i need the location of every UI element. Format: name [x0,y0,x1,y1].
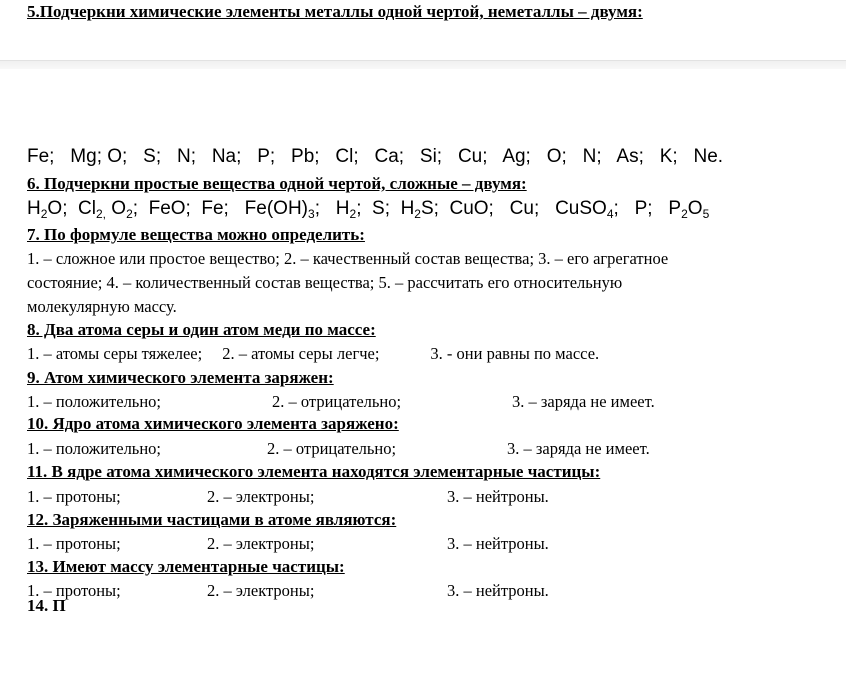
element-item: Mg; [70,146,102,167]
q9-answers [27,392,655,412]
q10-answers [27,439,650,459]
element-item: N; [582,146,602,167]
q8-title: 8. Два атома серы и один атом меди по массе: [27,320,376,339]
element-item: Ag; [502,146,531,167]
q5-title: 5.Подчеркни химические элементы металлы одной чертой, неметаллы – двумя: [27,2,643,21]
element-item: O; [546,146,567,167]
element-list [27,146,723,168]
q10-answer-1: 1. – положительно; [27,439,161,458]
q8-answer-1: 1. – атомы серы тяжелее; [27,344,203,363]
q12-answers [27,534,549,554]
q7-title: 7. По формуле вещества можно определить: [27,225,365,244]
element-item: Na; [211,146,242,167]
q10-answer-3: 3. – заряда не имеет. [507,439,650,458]
element-item: Ca; [374,146,405,167]
q11-answer-3: 3. – нейтроны. [447,487,549,506]
element-item: S; [143,146,162,167]
q9-answer-1: 1. – положительно; [27,392,161,411]
q14-title-clipped: 14. П [27,596,66,615]
q9-answer-3: 3. – заряда не имеет. [512,392,655,411]
q12-answer-3: 3. – нейтроны. [447,534,549,553]
q10-title: 10. Ядро атома химического элемента заряжено: [27,414,399,433]
q12-answer-1: 1. – протоны; [27,534,121,553]
formula-list: $H_2O$; $Cl_{2,}$ $O_2$; FeO; Fe; $Fe(OH)_3$; $H_2$; S; $H_2S$; CuO; Cu; CuSO$_4$; P; $P_2O_5$ [27,198,710,221]
q13-answers [27,581,549,601]
q13-answer-3: 3. – нейтроны. [447,581,549,600]
q8-answers [27,344,599,364]
q8-answer-3: 3. - они равны по массе. [430,344,600,363]
q13-answer-2: 2. – электроны; [207,581,315,600]
element-item: As; [616,146,644,167]
element-item: Cl; [335,146,359,167]
q12-title: 12. Заряженными частицами в атоме являются: [27,510,397,529]
element-item: O; [107,146,128,167]
q11-answer-2: 2. – электроны; [207,487,315,506]
q13-answer-1: 1. – протоны; [27,581,121,600]
element-item: K; [659,146,678,167]
element-item: N; [176,146,196,167]
element-item: Pb; [291,146,320,167]
q11-answers [27,487,549,507]
q11-answer-1: 1. – протоны; [27,487,121,506]
q11-title: 11. В ядре атома химического элемента находятся элементарные частицы: [27,462,601,481]
q7-line3: молекулярную массу. [27,297,177,316]
q7-line2: состояние; 4. – количественный состав вещества; 5. – рассчитать его относительную [27,273,623,292]
element-item: Si; [419,146,443,167]
element-item: Cu; [457,146,488,167]
q10-answer-2: 2. – отрицательно; [267,439,397,458]
q7-line1: 1. – сложное или простое вещество; 2. – качественный состав вещества; 3. – его агрегатное [27,249,669,268]
element-item: P; [257,146,276,167]
q9-answer-2: 2. – отрицательно; [272,392,402,411]
q6-title: 6. Подчеркни простые вещества одной чертой, сложные – двумя: [27,174,527,193]
q8-answer-2: 2. – атомы серы легче; [222,344,380,363]
page-separator [0,60,846,69]
q12-answer-2: 2. – электроны; [207,534,315,553]
element-item: Ne. [693,146,724,167]
q13-title: 13. Имеют массу элементарные частицы: [27,557,345,576]
q9-title: 9. Атом химического элемента заряжен: [27,368,334,387]
element-item: Fe; [27,146,55,167]
